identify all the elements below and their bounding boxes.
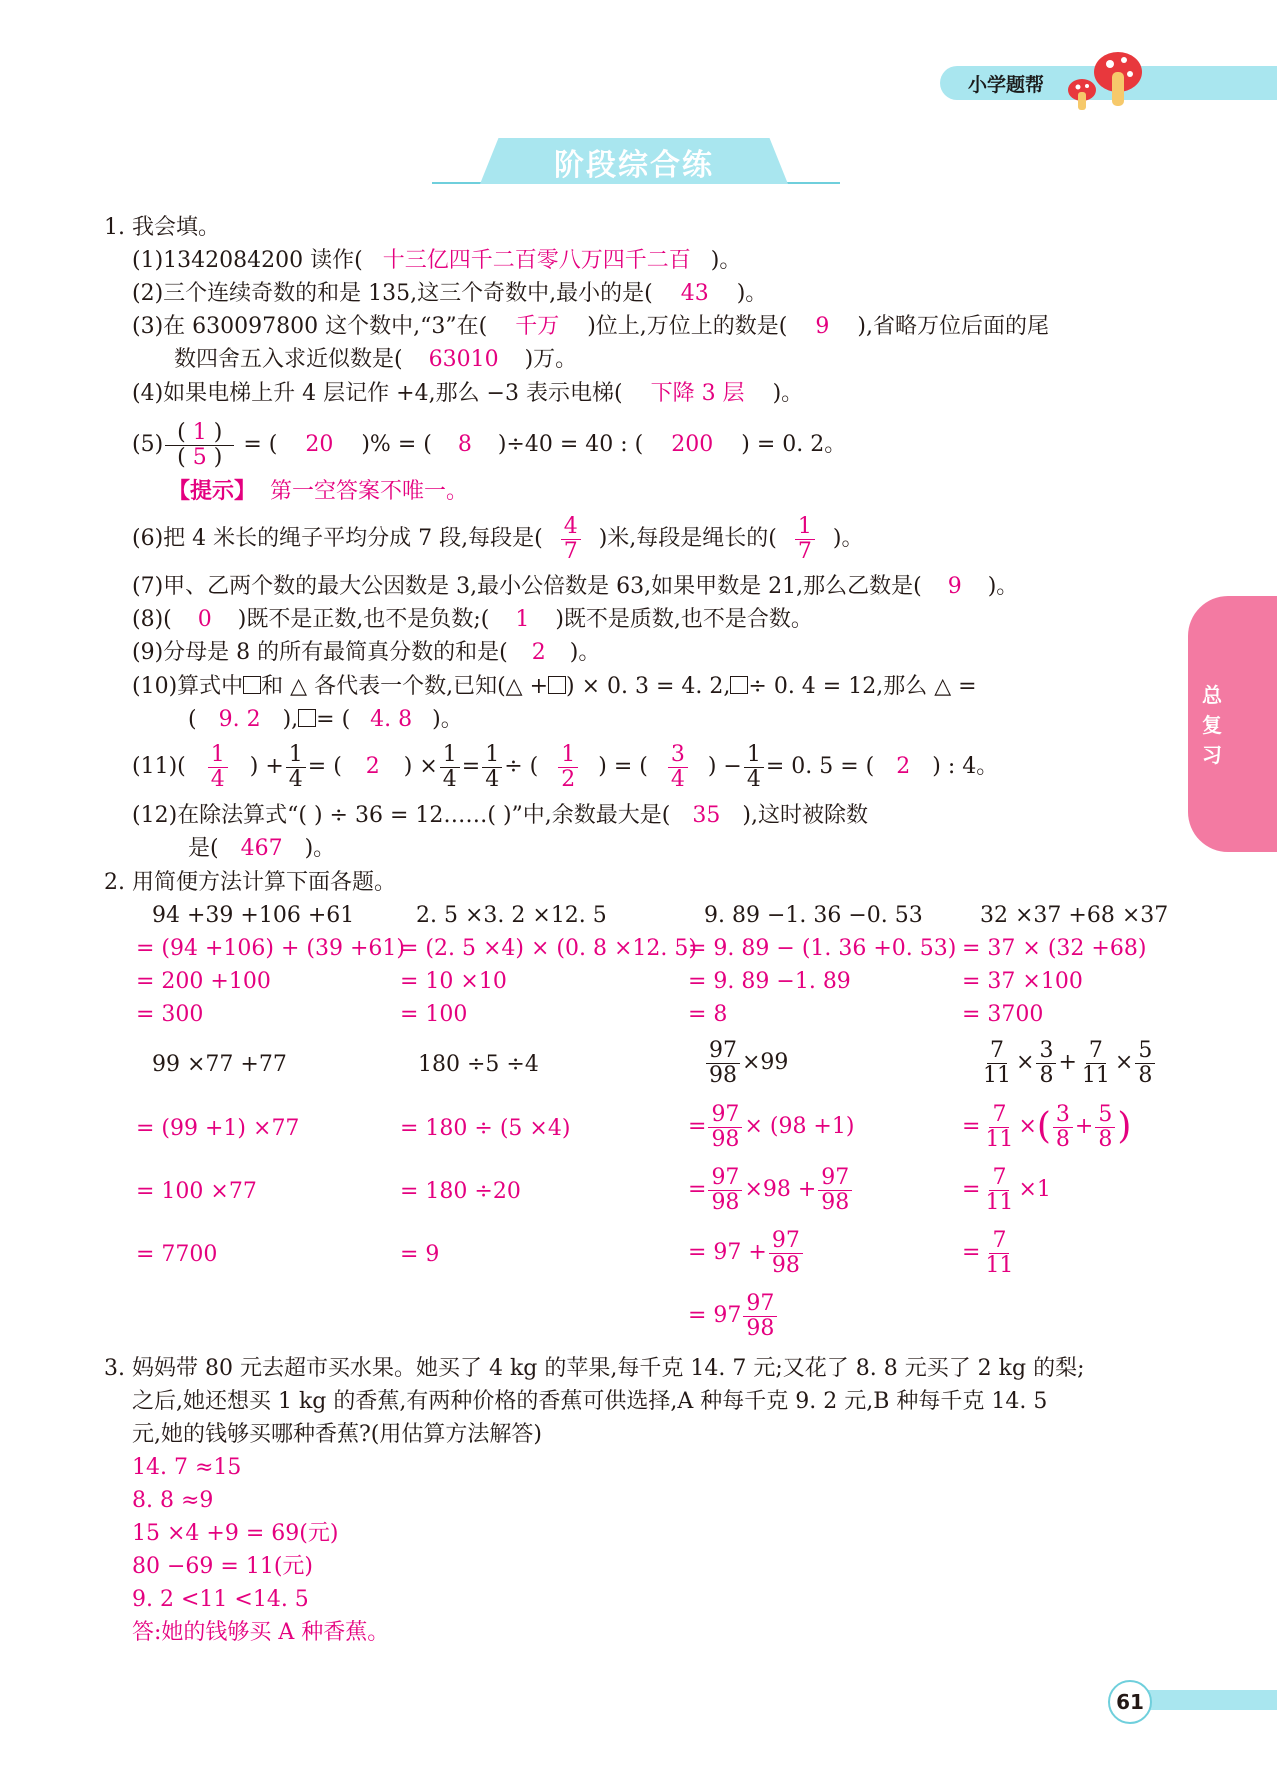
q1-heading: 1. 我会填。 <box>104 215 220 240</box>
q2-r2c3-step: = $\frac{97}{98}$ × (98 +1) <box>688 1101 855 1152</box>
q2-r2c1-step: = (99 +1) ×77 <box>136 1116 300 1141</box>
q2-r1c3-problem: 9. 89 −1. 36 −0. 53 <box>704 903 923 928</box>
q2-r1c1-step: = (94 +106) + (39 +61) <box>136 936 406 961</box>
q1-p1: (1)1342084200 读作( 十三亿四千二百零八万四千二百 )。 <box>132 248 742 273</box>
q2-r2c2-step: = 180 ÷ (5 ×4) <box>400 1116 571 1141</box>
q1-p12-line2: 是( 467 )。 <box>188 836 336 861</box>
q2-r2c4-step: = $\frac{7}{11}$ ×1 <box>962 1164 1051 1215</box>
q1-p10: (10)算式中 和 △ 各代表一个数,已知(△ + ) × 0. 3 = 4. 2, ÷ 0. 4 = 12,那么 △ = <box>132 674 977 699</box>
q2-r2c3-step: = 97 $\frac{97}{98}$ <box>688 1289 779 1343</box>
q1-p10-line2: ( 9. 2 ), = ( 4. 8 )。 <box>188 707 463 732</box>
q3-heading: 3. 妈妈带 80 元去超市买水果。她买了 4 kg 的苹果,每千克 14. 7 元;又花了 8. 8 元买了 2 kg 的梨; <box>104 1356 1085 1381</box>
q1-p11: (11)( $\frac{1}{4}$ ) + $\frac{1}{4}$ = ( 2 ) × $\frac{1}{4}$ = $\frac{1}{4}$ ÷ ( $\frac{1}{2}$ ) = ( $\frac{3}{4}$ ) − $\frac{1}{4}$ = 0. 5 = ( 2 ) : 4。 <box>132 741 999 792</box>
square-symbol <box>548 676 566 694</box>
square-symbol <box>730 676 748 694</box>
page-number: 61 <box>1108 1680 1152 1724</box>
q1-p8: (8)( 0 )既不是正数,也不是负数;( 1 )既不是质数,也不是合数。 <box>132 607 813 632</box>
q2-r2c1-step: = 100 ×77 <box>136 1179 257 1204</box>
q2-r1c3-step: = 9. 89 −1. 89 <box>688 969 851 994</box>
q2-r2c4-step: = $\frac{7}{11}$ <box>962 1227 1014 1278</box>
q2-r1c3-step: = 9. 89 − (1. 36 +0. 53) <box>688 936 957 961</box>
side-tab-label: 总 复 习 <box>1202 683 1222 767</box>
brand-name: 小学题帮 <box>968 74 1045 96</box>
q2-r1c1-step: = 200 +100 <box>136 969 271 994</box>
q3-answer-line: 8. 8 ≈9 <box>132 1488 214 1513</box>
q3-heading-line3: 元,她的钱够买哪种香蕉?(用估算方法解答) <box>132 1422 542 1447</box>
q2-r1c4-problem: 32 ×37 +68 ×37 <box>980 903 1169 928</box>
q1-p6: (6)把 4 米长的绳子平均分成 7 段,每段是( $\frac{4}{7}$ )米,每段是绳长的( $\frac{1}{7}$ )。 <box>132 513 864 564</box>
q2-r1c1-problem: 94 +39 +106 +61 <box>152 903 355 928</box>
q2-r1c2-step: = 100 <box>400 1002 468 1027</box>
q3-answer-line: 15 ×4 +9 = 69(元) <box>132 1521 339 1546</box>
q1-p12: (12)在除法算式“( ) ÷ 36 = 12……( )”中,余数最大是( 35 ),这时被除数 <box>132 803 868 828</box>
q2-r2c3-problem: $\frac{97}{98}$ ×99 <box>704 1036 788 1090</box>
q2-r1c2-problem: 2. 5 ×3. 2 ×12. 5 <box>416 903 607 928</box>
q2-heading: 2. 用简便方法计算下面各题。 <box>104 870 396 895</box>
q1-p3: (3)在 630097800 这个数中,“3”在( 千万 )位上,万位上的数是( 9 ),省略万位后面的尾 <box>132 314 1049 339</box>
q2-r2c1-problem: 99 ×77 +77 <box>152 1052 287 1077</box>
page-title: 阶段综合练 <box>554 148 714 183</box>
q1-p2: (2)三个连续奇数的和是 135,这三个奇数中,最小的是( 43 )。 <box>132 281 768 306</box>
q1-hint: 【提示】 第一空答案不唯一。 <box>168 479 469 504</box>
q3-answer-line: 答:她的钱够买 A 种香蕉。 <box>132 1620 390 1645</box>
q1-p9: (9)分母是 8 的所有最简真分数的和是( 2 )。 <box>132 640 601 665</box>
q2-r2c2-step: = 180 ÷20 <box>400 1179 521 1204</box>
q2-r2c2-step: = 9 <box>400 1242 440 1267</box>
q2-r1c2-step: = 10 ×10 <box>400 969 507 994</box>
q1-p5: (5) $\frac{( 1 )}{( 5 )}$ = ( 20 )% = ( 8 )÷40 = 40 : ( 200 ) = 0. 2。 <box>132 419 847 470</box>
q2-r2c4-step: = $\frac{7}{11}$ ×( $\frac{3}{8}$ + $\frac{5}{8}$ ) <box>962 1101 1132 1152</box>
q1-p3-line2: 数四舍五入求近似数是( 63010 )万。 <box>174 347 578 372</box>
q2-r1c4-step: = 37 × (32 +68) <box>962 936 1147 961</box>
q3-answer-line: 14. 7 ≈15 <box>132 1455 242 1480</box>
q2-r1c4-step: = 37 ×100 <box>962 969 1083 994</box>
q2-r2c3-step: = 97 + $\frac{97}{98}$ <box>688 1226 805 1280</box>
square-symbol <box>298 709 316 727</box>
q3-answer-line: 80 −69 = 11(元) <box>132 1554 313 1579</box>
q2-r1c1-step: = 300 <box>136 1002 204 1027</box>
q3-heading-line2: 之后,她还想买 1 kg 的香蕉,有两种价格的香蕉可供选择,A 种每千克 9. 2 元,B 种每千克 14. 5 <box>132 1389 1048 1414</box>
q2-r2c1-step: = 7700 <box>136 1242 218 1267</box>
square-symbol <box>243 676 261 694</box>
q3-answer-line: 9. 2 <11 <14. 5 <box>132 1587 309 1612</box>
q2-r1c4-step: = 3700 <box>962 1002 1044 1027</box>
q2-r2c4-problem: $\frac{7}{11}$ × $\frac{3}{8}$ + $\frac{7}{11}$ × $\frac{5}{8}$ <box>978 1036 1157 1090</box>
q2-r2c3-step: = $\frac{97}{98}$ ×98 + $\frac{97}{98}$ <box>688 1163 854 1217</box>
q2-r2c2-problem: 180 ÷5 ÷4 <box>418 1052 539 1077</box>
q2-r1c2-step: = (2. 5 ×4) × (0. 8 ×12. 5) <box>400 936 697 961</box>
q2-r1c3-step: = 8 <box>688 1002 728 1027</box>
q1-p7: (7)甲、乙两个数的最大公因数是 3,最小公倍数是 63,如果甲数是 21,那么乙数是( 9 )。 <box>132 574 1019 599</box>
q1-p4: (4)如果电梯上升 4 层记作 +4,那么 −3 表示电梯( 下降 3 层 )。 <box>132 381 804 406</box>
mushroom-icon <box>1060 42 1150 114</box>
